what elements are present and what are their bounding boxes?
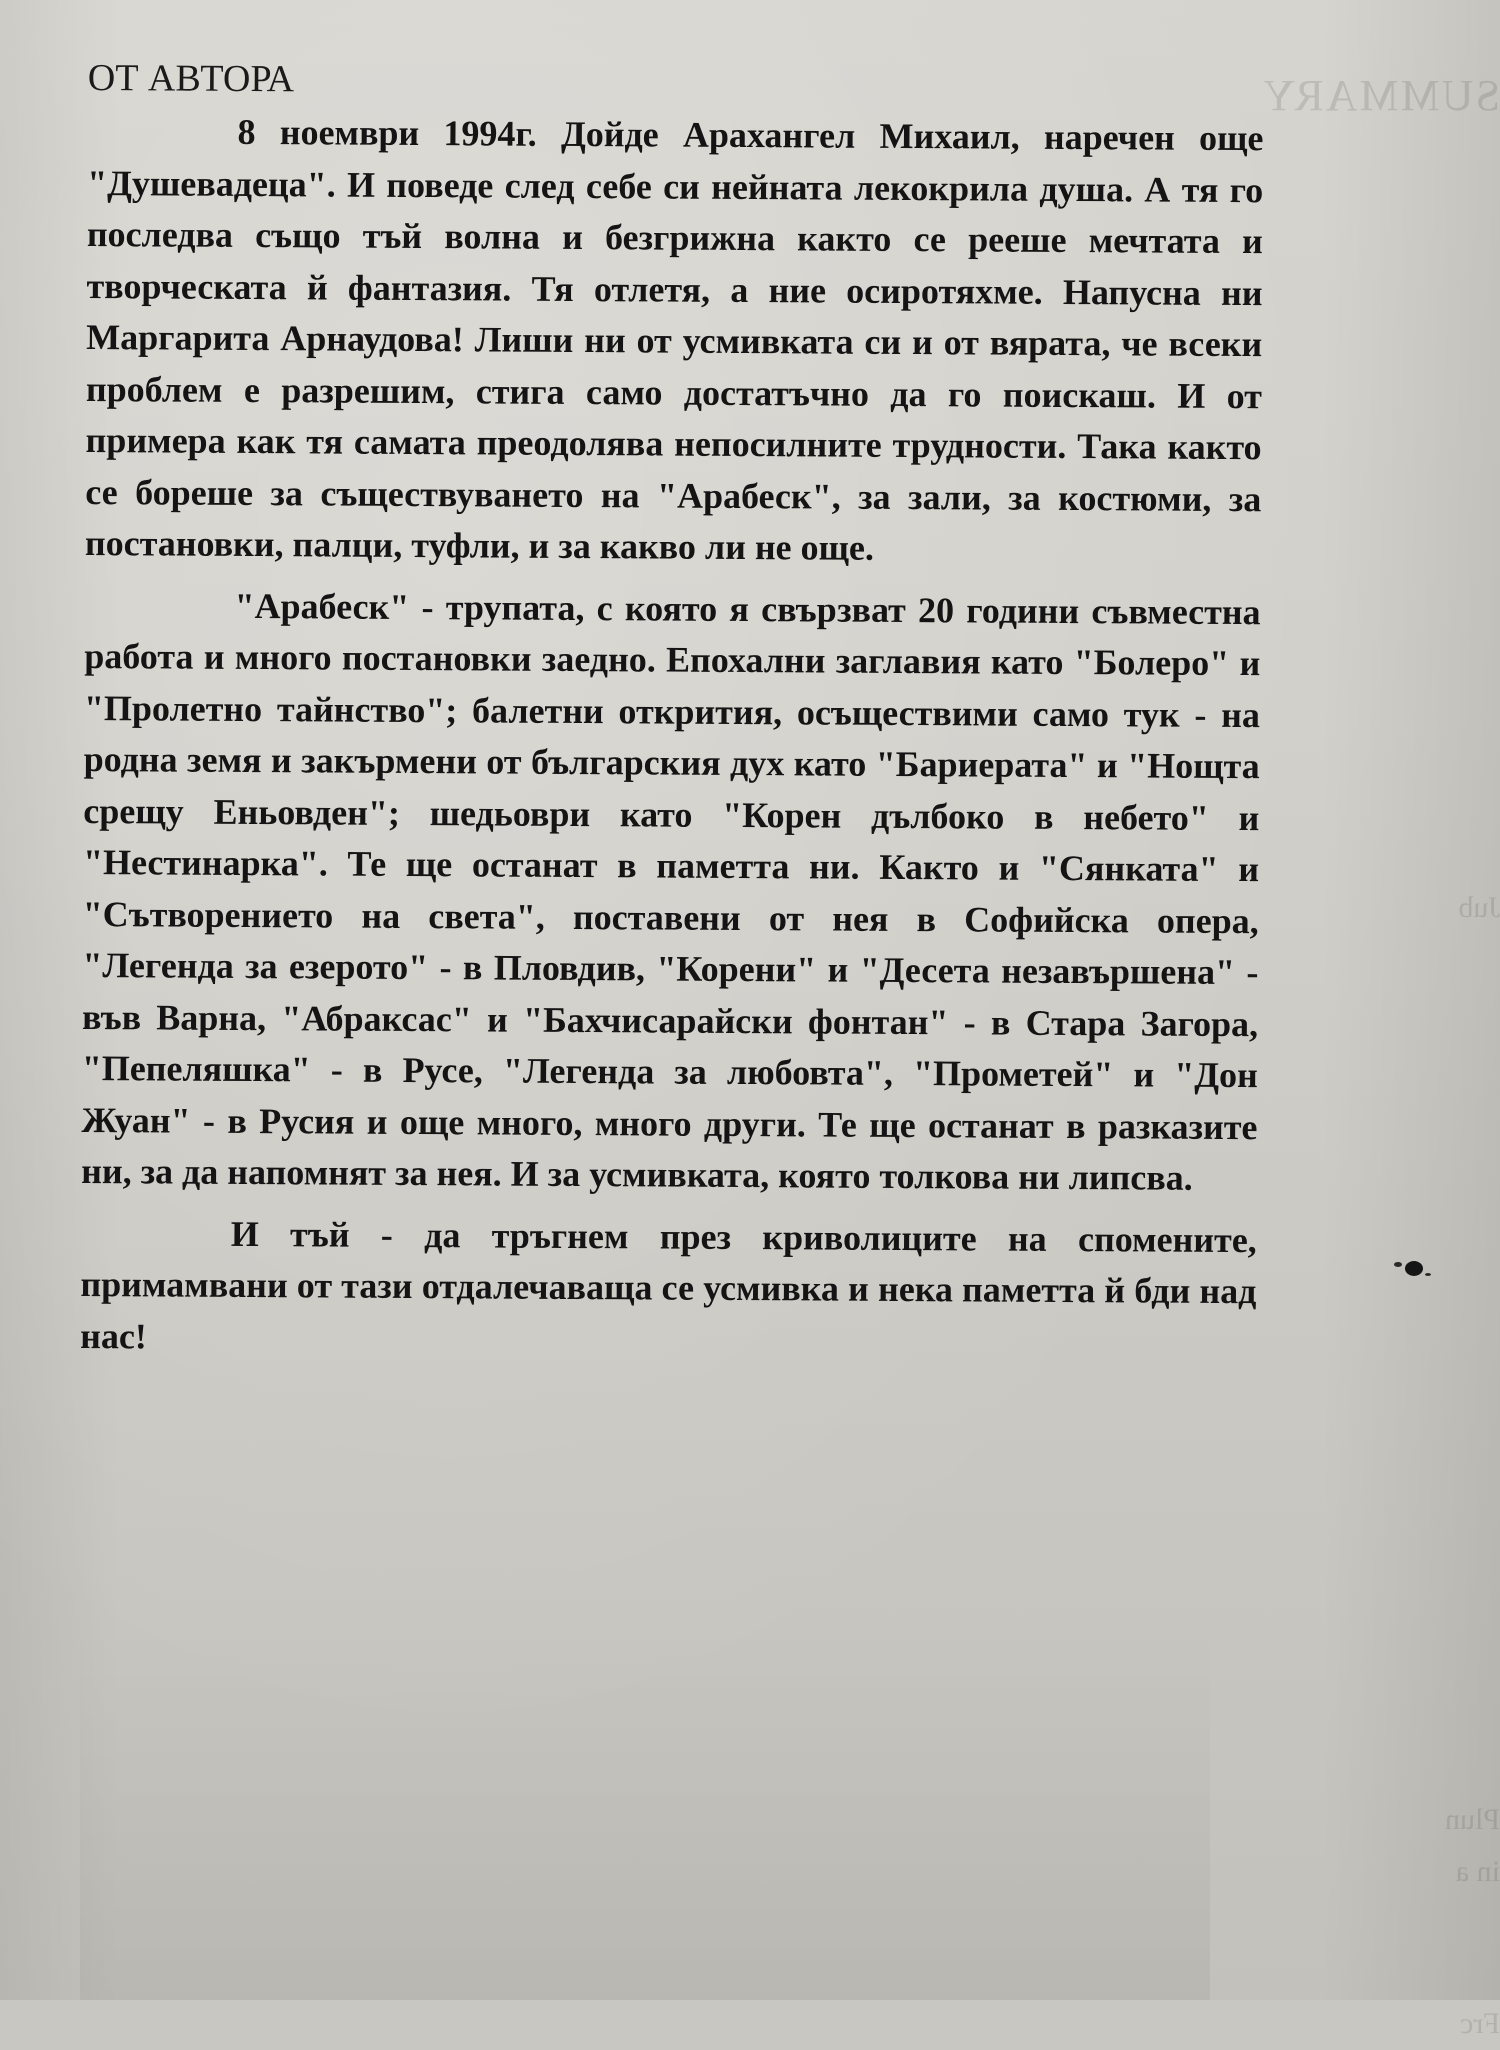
bleed-line: Plun xyxy=(1444,1803,1500,1836)
bleed-line: SUMMARY xyxy=(1261,71,1500,120)
bleed-line: Jub xyxy=(1458,891,1500,924)
bleed-through-text xyxy=(1261,70,1500,2040)
paragraph-3: И тъй - да тръгнем през криволиците на спомените, примамвани от тази отдалечаваща се усмивка и нека паметта й бди над нас! xyxy=(80,1213,1257,1356)
ink-spot xyxy=(1405,1261,1423,1276)
bleed-line: in a xyxy=(1455,1855,1500,1888)
author-foreword xyxy=(80,52,1264,1379)
paragraph-2: "Арабеск" - трупата, с която я свързват 20 години съвместна работа и много постановки заедно. Епохални заглавия като "Болеро" и "Пролетно тайнство"; балетни открития, осъществими само тук - на родна земя и закърмени от българския дух като "Бариерата" и "Нощта срещу Еньовден"; шедьоври като "Корен дълбоко в небето" и "Нестинарка". Те ще останат в паметта ни. Както и "Сянката" и "Сътворението на света", поставени от нея в Софийска опера, "Легенда за езерото" - в Пловдив, "Корени" и "Десета незавършена" - във Варна, "Абраксас" и "Бахчисарайски фонтан" - в Стара Загора, "Пепеляшка" - в Русе, "Легенда за любовта", "Прометей" и "Дон Жуан" - в Русия и още много, много други. Те ще останат в разказите ни, за да напомнят за нея. И за усмивката, която толкова ни липсва. xyxy=(81,585,1261,1198)
page-shadow xyxy=(80,1620,1210,2000)
paragraph-1: 8 ноември 1994г. Дойде Арахангел Михаил, наречен още "Душевадеца". И поведе след себе си нейната лекокрила душа. А тя го последва също тъй волна и безгрижна както се рееше мечтата и творческата й фантазия. Тя отлетя, а ние осиротяхме. Напусна ни Маргарита Арнаудова! Лиши ни от усмивката си и от вярата, че всеки проблем е разрешим, стига само достатъчно да го поискаш. И от примера как тя самата преодолява непосилните трудности. Така както се бореше за съществуването на "Арабеск", за зали, за костюми, за постановки, палци, туфли, и за какво ли не още. xyxy=(84,111,1264,568)
bleed-line: Frc xyxy=(1460,2007,1500,2040)
page-title: ОТ АВТОРА xyxy=(87,56,295,101)
